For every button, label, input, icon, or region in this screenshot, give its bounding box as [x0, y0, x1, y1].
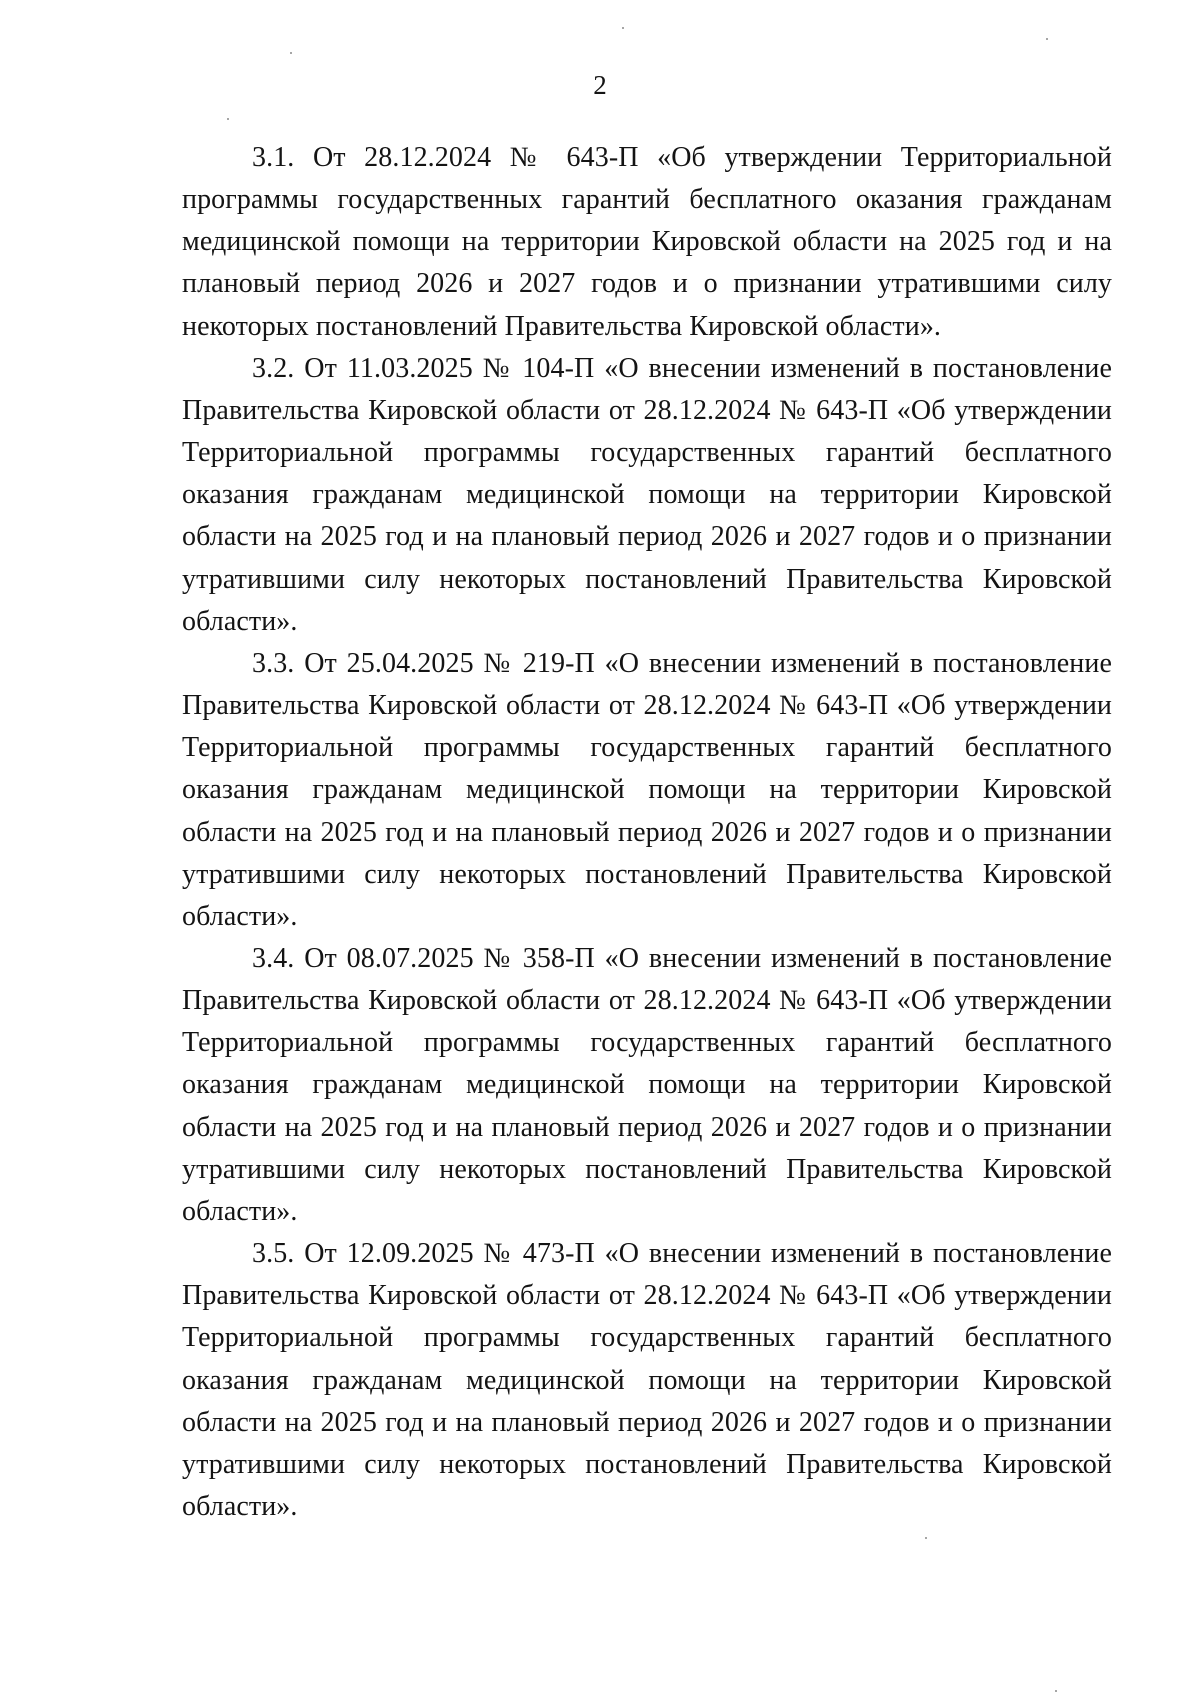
document-body: [182, 137, 1112, 1528]
paragraph-3-3: 3.3. От 25.04.2025 № 219-П «О внесении изменений в постановление Правительства Кировской области от 28.12.2024 № 643-П «Об утверждении Территориальной программы государственных гарантий бесплатного оказания гражданам медицинской помощи на территории Кировской области на 2025 год и на плановый период 2026 и 2027 годов и о признании утратившими силу некоторых постановлений Правительства Кировской области».: [182, 647, 1112, 932]
paragraph-3-5: 3.5. От 12.09.2025 № 473-П «О внесении изменений в постановление Правительства Кировской области от 28.12.2024 № 643-П «Об утверждении Территориальной программы государственных гарантий бесплатного оказания гражданам медицинской помощи на территории Кировской области на 2025 год и на плановый период 2026 и 2027 годов и о признании утратившими силу некоторых постановлений Правительства Кировской области».: [182, 1238, 1112, 1522]
paragraph-3-4: 3.4. От 08.07.2025 № 358-П «О внесении изменений в постановление Правительства Кировской области от 28.12.2024 № 643-П «Об утверждении Территориальной программы государственных гарантий бесплатного оказания гражданам медицинской помощи на территории Кировской области на 2025 год и на плановый период 2026 и 2027 годов и о признании утратившими силу некоторых постановлений Правительства Кировской области».: [182, 942, 1112, 1227]
scan-speck: [227, 118, 229, 120]
scan-speck: [622, 27, 624, 29]
page-number: 2: [593, 70, 607, 100]
scan-speck: [1046, 38, 1048, 40]
paragraph-3-2: 3.2. От 11.03.2025 № 104-П «О внесении изменений в постановление Правительства Кировской области от 28.12.2024 № 643-П «Об утверждении Территориальной программы государственных гарантий бесплатного оказания гражданам медицинской помощи на территории Кировской области на 2025 год и на плановый период 2026 и 2027 годов и о признании утратившими силу некоторых постановлений Правительства Кировской области».: [182, 352, 1112, 637]
scan-speck: [290, 52, 292, 54]
scan-speck: [1055, 1690, 1057, 1692]
scan-speck: [925, 1537, 927, 1539]
paragraph-3-1: 3.1. От 28.12.2024 № 643-П «Об утверждении Территориальной программы государственных гарантий бесплатного оказания гражданам медицинской помощи на территории Кировской области на 2025 год и на плановый период 2026 и 2027 годов и о признании утратившими силу некоторых постановлений Правительства Кировской области».: [182, 142, 1112, 342]
